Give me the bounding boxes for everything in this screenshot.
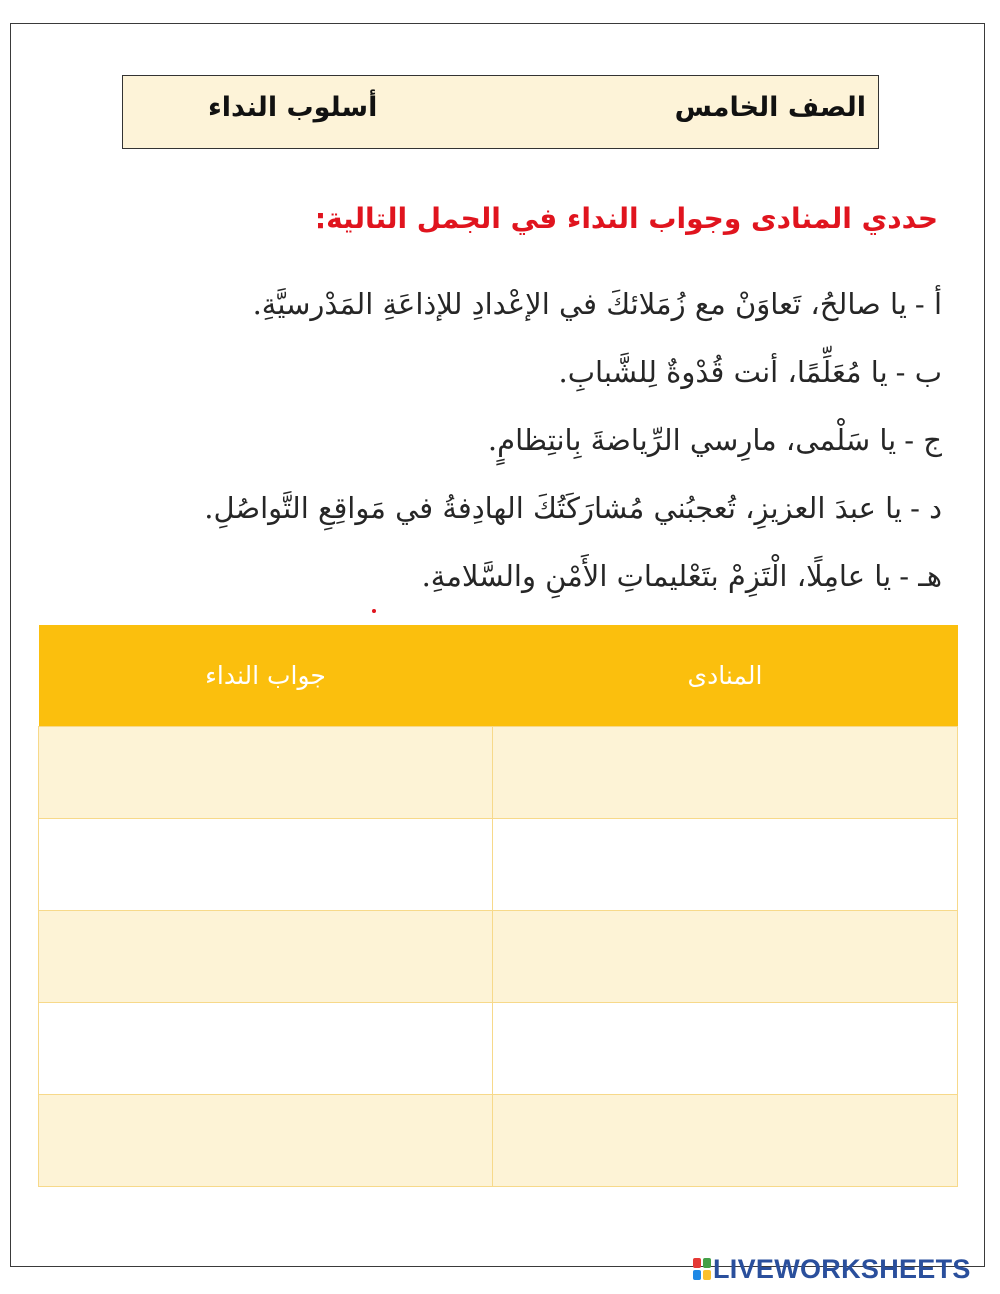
sentence-marker: ج - — [904, 423, 942, 457]
munada-cell[interactable] — [493, 911, 958, 1003]
munada-cell[interactable] — [493, 1095, 958, 1187]
logo-block — [703, 1258, 711, 1268]
answer-cell[interactable] — [39, 911, 493, 1003]
sentence-text: يا عبدَ العزيزِ، تُعجبُني مُشارَكَتُكَ الهادِفةُ في مَواقِعِ التَّواصُلِ. — [204, 491, 903, 525]
sentence-item — [42, 550, 942, 618]
munada-cell[interactable] — [493, 727, 958, 819]
sentence-item — [42, 414, 942, 482]
instruction-text: حددي المنادى وجواب النداء في الجمل التالية: — [314, 202, 938, 235]
logo-block — [693, 1258, 701, 1268]
answer-cell[interactable] — [39, 819, 493, 911]
sentence-list — [42, 278, 942, 618]
sentence-text: يا مُعَلِّمًا، أنت قُدْوةٌ لِلشَّبابِ. — [558, 355, 888, 389]
logo-block — [703, 1270, 711, 1280]
munada-cell[interactable] — [493, 1003, 958, 1095]
logo-text: LIVEWORKSHEETS — [713, 1253, 971, 1284]
title-box — [122, 75, 879, 149]
sentence-text: يا صالحُ، تَعاوَنْ مع زُمَلائكَ في الإعْدادِ للإذاعَةِ المَدْرسيَّةِ. — [252, 287, 907, 321]
answer-cell[interactable] — [39, 727, 493, 819]
topic-title: أسلوب النداء — [208, 92, 378, 123]
sentence-text: يا سَلْمى، مارِسي الرِّياضةَ بِانتِظامٍ. — [487, 423, 897, 457]
munada-cell[interactable] — [493, 819, 958, 911]
answer-table — [38, 625, 958, 1187]
liveworksheets-logo — [693, 1254, 971, 1284]
sentence-marker: أ - — [914, 287, 942, 321]
sentence-item — [42, 346, 942, 414]
munada-column-header: المنادى — [493, 625, 958, 727]
sentence-marker: هـ - — [899, 559, 942, 593]
grade-label: الصف الخامس — [674, 92, 866, 123]
table-header-row — [39, 625, 958, 727]
sentence-marker: ب - — [895, 355, 942, 389]
logo-block — [693, 1270, 701, 1280]
liveworksheets-logo-icon — [693, 1258, 711, 1280]
answer-cell[interactable] — [39, 1095, 493, 1187]
answer-cell[interactable] — [39, 1003, 493, 1095]
answer-column-header: جواب النداء — [39, 625, 493, 727]
sentence-item — [42, 482, 942, 550]
table-row — [39, 1003, 958, 1095]
table-row — [39, 1095, 958, 1187]
stray-dot — [372, 609, 376, 613]
table-row — [39, 911, 958, 1003]
sentence-text: يا عامِلًا، الْتَزِمْ بتَعْليماتِ الأَمْنِ والسَّلامةِ. — [421, 559, 892, 593]
sentence-item — [42, 278, 942, 346]
table-row — [39, 727, 958, 819]
table-row — [39, 819, 958, 911]
sentence-marker: د - — [910, 491, 942, 525]
